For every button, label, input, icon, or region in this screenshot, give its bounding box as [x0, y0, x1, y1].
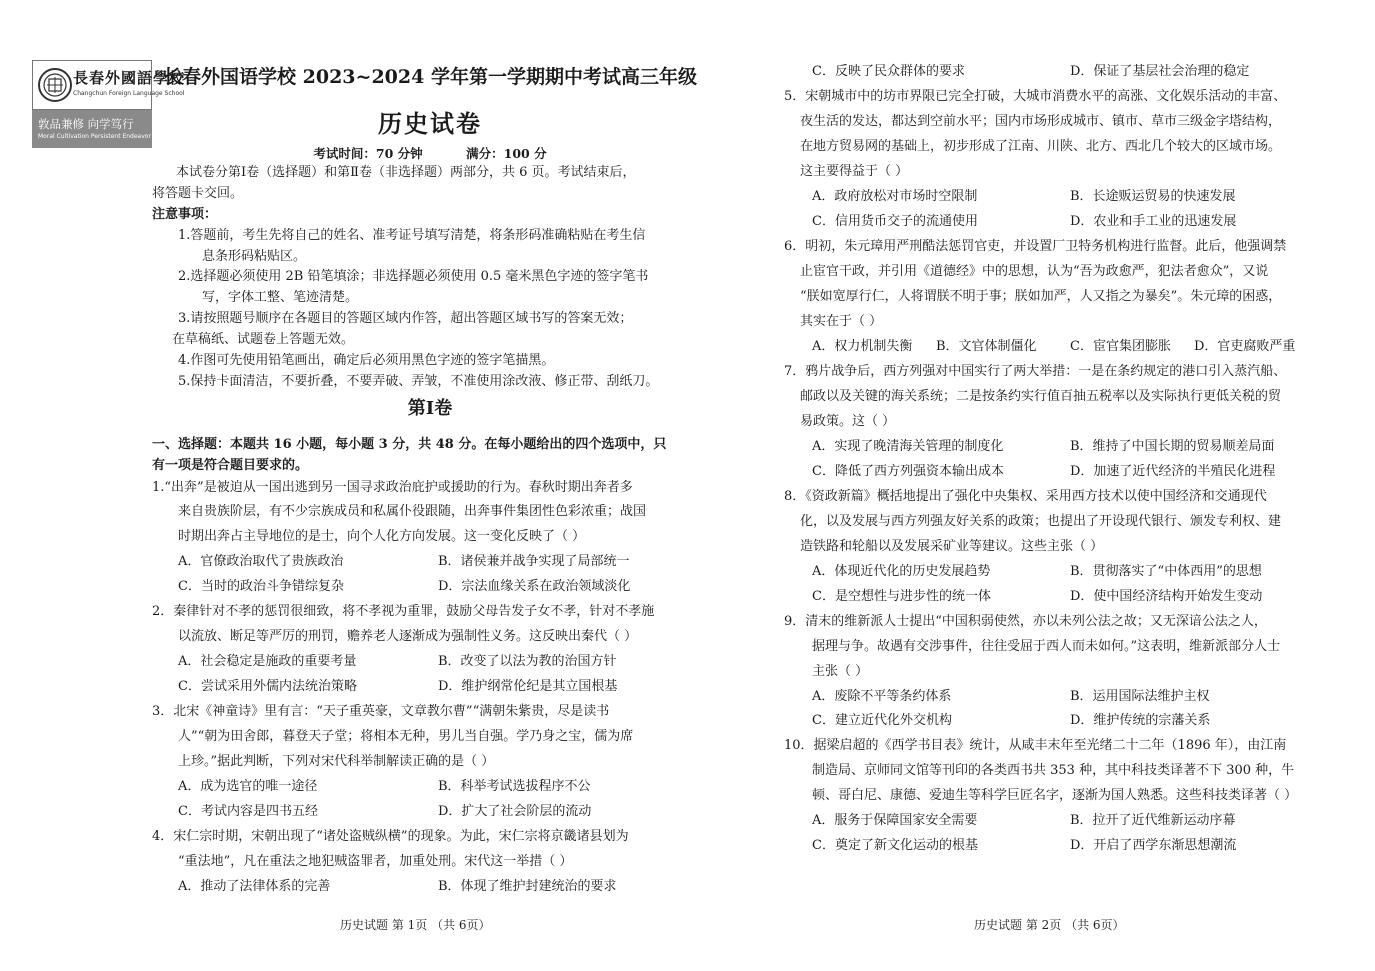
q2-stem-2: 以流放、断足等严厉的刑罚，赡养老人逐渐成为强制性义务。这反映出秦代（ ） [178, 629, 638, 644]
q8-option-d: D．使中国经济结构开始发生变动 [1070, 589, 1263, 604]
q1-option-b: B．诸侯兼并战争实现了局部统一 [438, 554, 630, 569]
q7-option-c: C．降低了西方列强资本输出成本 [812, 464, 1004, 479]
note-2b: 写，字体工整、笔迹清楚。 [202, 290, 359, 305]
q8-option-c: C．是空想性与进步性的统一体 [812, 589, 991, 604]
q8-stem-2: 化，以及发展与西方列强友好关系的政策；也提出了开设现代银行、颁发专利权、建 [800, 514, 1282, 529]
q4-stem-2: “重法地”，凡在重法之地犯贼盗罪者，加重处刑。宋代这一举措（ ） [178, 854, 573, 869]
q9-option-d: D．维护传统的宗藩关系 [1070, 713, 1211, 728]
q3-stem-2: 人”“朝为田舍郎，暮登天子堂；将相本无种，男儿当自强。学乃身之宝，儒为席 [178, 729, 634, 744]
q6-option-d: D．官吏腐败严重 [1194, 339, 1296, 354]
q3-stem-3: 上珍。”据此判断，下列对宋代科举制解读正确的是（ ） [178, 754, 495, 769]
q8-stem-1: 8．《资政新篇》概括地提出了强化中央集权、采用西方技术以使中国经济和交通现代 [784, 489, 1267, 504]
q9-stem-3: 主张（ ） [812, 664, 869, 679]
motto-en: Moral Cultivation Persistent Endeavor [38, 133, 151, 140]
exam-time-score: 考试时间：70 分钟 满分：100 分 [313, 146, 547, 161]
q7-option-a: A．实现了晚清海关管理的制度化 [812, 439, 1004, 454]
q3-option-c: C．考试内容是四书五经 [178, 804, 318, 819]
q5-option-a: A．政府放松对市场时空限制 [812, 189, 978, 204]
q9-option-c: C．建立近代化外交机构 [812, 713, 952, 728]
q6-stem-3: “朕如宽厚行仁，人将谓朕不明于事；朕如加严，人又指之为暴矣”。朱元璋的困惑， [800, 289, 1282, 304]
motto-cn: 敦品兼修 向学笃行 [38, 117, 134, 131]
q7-option-d: D．加速了近代经济的半殖民化进程 [1070, 464, 1276, 479]
q5-stem-3: 在地方贸易网的基础上，初步形成了江南、川陕、北方、西北几个较大的区域市场。 [800, 139, 1282, 154]
notes-title: 注意事项： [152, 207, 218, 222]
q3-option-b: B．科举考试选拔程序不公 [438, 779, 591, 794]
q8-stem-3: 造铁路和轮船以及发展采矿业等建议。这些主张（ ） [800, 539, 1104, 554]
q7-stem-2: 邮政以及关键的海关系统；二是按条约实行值百抽五税率以及实际执行更低关税的贸 [800, 389, 1282, 404]
q9-stem-1: 9．清末的维新派人士提出“中国积弱使然，亦以未列公法之故；又无深谙公法之人， [784, 614, 1267, 629]
note-1a: 1.答题前，考生先将自己的姓名、准考证号填写清楚，将条形码准确粘贴在考生信 [178, 228, 646, 243]
page-2-footer: 历史试题 第 2页 （共 6页） [974, 918, 1125, 932]
note-3b: 在草稿纸、试题卷上答题无效。 [172, 332, 355, 347]
q1-option-d: D．宗法血缘关系在政治领域淡化 [438, 579, 631, 594]
q10-option-c: C．奠定了新文化运动的根基 [812, 838, 978, 853]
q1-option-c: C．当时的政治斗争错综复杂 [178, 579, 344, 594]
q9-option-b: B．运用国际法维护主权 [1070, 689, 1210, 704]
q7-stem-3: 易政策。这（ ） [800, 414, 896, 429]
section-heading-line-1: 一、选择题：本题共 16 小题，每小题 3 分，共 48 分。在每小题给出的四个选项中，只 [152, 437, 667, 452]
note-4: 4.作图可先使用铅笔画出，确定后必须用黑色字迹的签字笔描黑。 [178, 353, 555, 368]
q3-option-d: D．扩大了社会阶层的流动 [438, 804, 592, 819]
q7-stem-1: 7．鸦片战争后，西方列强对中国实行了两大举措：一是在条约规定的港口引入蒸汽船、 [784, 364, 1287, 379]
q2-option-a: A．社会稳定是施政的重要考量 [178, 654, 357, 669]
intro-line-1: 本试卷分第Ⅰ卷（选择题）和第Ⅱ卷（非选择题）两部分，共 6 页。考试结束后， [176, 165, 636, 180]
q6-stem-4: 其实在于（ ） [800, 314, 883, 329]
q6-stem-1: 6．明初，朱元璋用严刑酷法惩罚官吏，并设置厂卫特务机构进行监督。此后，他强调禁 [784, 239, 1287, 254]
logo-school-name: 長春外國語學校 [73, 69, 186, 87]
q10-option-d: D．开启了西学东渐思想潮流 [1070, 838, 1237, 853]
page-1-footer: 历史试题 第 1页 （共 6页） [340, 918, 491, 932]
q1-stem-3: 时期出奔占主导地位的是士，向个人化方向发展。这一变化反映了（ ） [178, 529, 586, 544]
q8-option-a: A．体现近代化的历史发展趋势 [812, 564, 991, 579]
q4-option-b: B．体现了维护封建统治的要求 [438, 879, 617, 894]
q7-option-b: B．维持了中国长期的贸易顺差局面 [1070, 439, 1275, 454]
note-1b: 息条形码粘贴区。 [202, 249, 307, 264]
exam-title: 长春外国语学校 2023~2024 学年第一学期期中考试高三年级 [163, 66, 697, 88]
q2-option-b: B．改变了以法为教的治国方针 [438, 654, 617, 669]
q10-stem-3: 顿、哥白尼、康德、爱迪生等科学巨匠名字，逐渐为国人熟悉。这些科技类译著（ ） [812, 788, 1298, 803]
intro-line-2: 将答题卡交回。 [152, 186, 244, 201]
q4-stem-1: 4．宋仁宗时期，宋朝出现了“诸处盗贼纵横”的现象。为此，宋仁宗将京畿诸县划为 [152, 829, 629, 844]
page-2 [688, 0, 1375, 971]
q9-option-a: A．废除不平等条约体系 [812, 689, 952, 704]
section-heading-line-2: 有一项是符合题目要求的。 [152, 458, 309, 473]
q6-option-b: B．文官体制僵化 [936, 339, 1037, 354]
subject-title: 历史试卷 [378, 109, 482, 138]
q6-option-a: A．权力机制失衡 [812, 339, 913, 354]
q4-option-c: C．反映了民众群体的要求 [812, 64, 965, 79]
volume-title: 第Ⅰ卷 [407, 398, 453, 419]
q4-option-d: D．保证了基层社会治理的稳定 [1070, 64, 1250, 79]
q2-stem-1: 2．秦律针对不孝的惩罚很细致，将不孝视为重罪，鼓励父母告发子女不孝，针对不孝施 [152, 604, 655, 619]
q5-stem-2: 夜生活的发达，都达到空前水平；国内市场形成城市、镇市、草市三级金字塔结构， [800, 114, 1282, 129]
q6-stem-2: 止宦官干政，并引用《道德经》中的思想，认为“吾为政愈严，犯法者愈众”，又说 [800, 264, 1269, 279]
q1-stem-1: 1.“出奔”是被迫从一国出逃到另一国寻求政治庇护或援助的行为。春秋时期出奔者多 [152, 480, 633, 495]
q10-option-a: A．服务于保障国家安全需要 [812, 813, 978, 828]
q5-option-b: B．长途贩运贸易的快速发展 [1070, 189, 1236, 204]
q5-option-d: D．农业和手工业的迅速发展 [1070, 214, 1237, 229]
q6-option-c: C．宦官集团膨胀 [1070, 339, 1171, 354]
q5-stem-4: 这主要得益于（ ） [800, 164, 909, 179]
q2-option-d: D．维护纲常伦纪是其立国根基 [438, 679, 618, 694]
note-2a: 2.选择题必须使用 2B 铅笔填涂；非选择题必须使用 0.5 毫米黑色字迹的签字笔书 [178, 269, 649, 284]
q1-option-a: A．官僚政治取代了贵族政治 [178, 554, 344, 569]
note-3a: 3.请按照题号顺序在各题目的答题区域内作答，超出答题区域书写的答案无效； [178, 311, 633, 326]
q4-option-a: A．推动了法律体系的完善 [178, 879, 331, 894]
note-5: 5.保持卡面清洁，不要折叠，不要弄破、弄皱，不准使用涂改液、修正带、刮纸刀。 [178, 374, 659, 389]
q5-option-c: C．信用货币交子的流通使用 [812, 214, 978, 229]
q1-stem-2: 来自贵族阶层，有不少宗族成员和私属仆役跟随，出奔事件集团性色彩浓重；战国 [178, 504, 647, 519]
q10-stem-2: 制造局、京师同文馆等刊印的各类西书共 353 种，其中科技类译著不下 300 种，牛 [812, 763, 1295, 778]
q10-stem-1: 10．据梁启超的《西学书目表》统计，从咸丰末年至光绪二十二年（1896 年），由江南 [784, 738, 1287, 753]
logo-banner [32, 60, 186, 110]
q9-stem-2: 据理与争。故遇有交涉事件，往往受屈于西人而未如何。”这表明，维新派部分人士 [812, 639, 1281, 654]
logo-school-name-en: Changchun Foreign Language School [73, 90, 185, 97]
q8-option-b: B．贯彻落实了“中体西用”的思想 [1070, 564, 1262, 579]
q3-option-a: A．成为选官的唯一途径 [178, 779, 318, 794]
q5-stem-1: 5．宋朝城市中的坊市界限已完全打破，大城市消费水平的高涨、文化娱乐活动的丰富、 [784, 89, 1287, 104]
logo-motto-band [32, 110, 152, 148]
school-emblem-icon [37, 67, 73, 103]
q3-stem-1: 3．北宋《神童诗》里有言：“天子重英豪，文章教尔曹”“满朝朱紫贵，尽是读书 [152, 704, 610, 719]
q10-option-b: B．拉开了近代维新运动序幕 [1070, 813, 1236, 828]
school-logo [32, 60, 186, 148]
q2-option-c: C．尝试采用外儒内法统治策略 [178, 679, 357, 694]
